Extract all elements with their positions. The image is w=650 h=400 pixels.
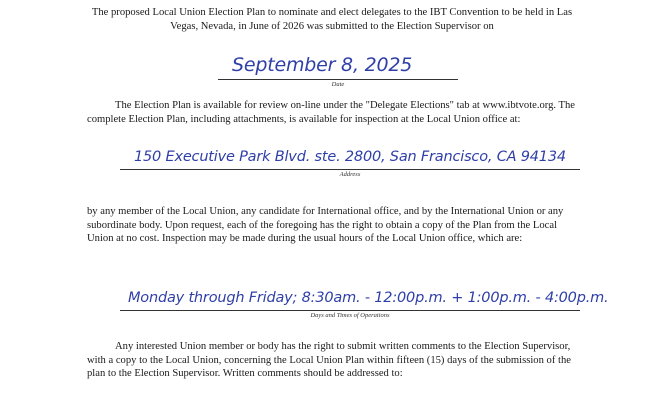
address-handwritten: 150 Executive Park Blvd. ste. 2800, San Francisco, CA 94134 [134, 149, 566, 165]
address-line [120, 169, 580, 170]
date-handwritten: September 8, 2025 [232, 54, 413, 76]
hours-line [120, 310, 580, 311]
availability-paragraph: The Election Plan is available for review on-line under the "Delegate Elections" tab at www.ibtvote.org. The complete Election Plan, including attachments, is available for inspection at the Local Union office at: [87, 100, 576, 125]
hours-caption: Days and Times of Operations [310, 312, 390, 319]
intro-paragraph: The proposed Local Union Election Plan to nominate and elect delegates to the IBT Convention to be held in Las Vegas, Nevada, in June of 2026 was submitted to the Election Supervisor on [91, 7, 573, 32]
hours-handwritten: Monday through Friday; 8:30am. - 12:00p.m. + 1:00p.m. - 4:00p.m. [128, 290, 609, 306]
comments-paragraph: Any interested Union member or body has the right to submit written comments to the Election Supervisor, with a copy to the Local Union, concerning the Local Union Plan within fifteen (15) days of the submission of the plan to the Election Supervisor. Written comments should be addressed to: [87, 341, 571, 380]
address-caption: Address [339, 171, 361, 178]
inspection-paragraph: by any member of the Local Union, any candidate for International office, and by the International Union or any subordinate body. Upon request, each of the foregoing has the right to obtain a copy of the Plan from the Local Union at no cost. Inspection may be made during the usual hours of the Local Union office, which are: [87, 206, 564, 245]
date-line [218, 79, 458, 80]
date-caption: Date [331, 81, 345, 88]
